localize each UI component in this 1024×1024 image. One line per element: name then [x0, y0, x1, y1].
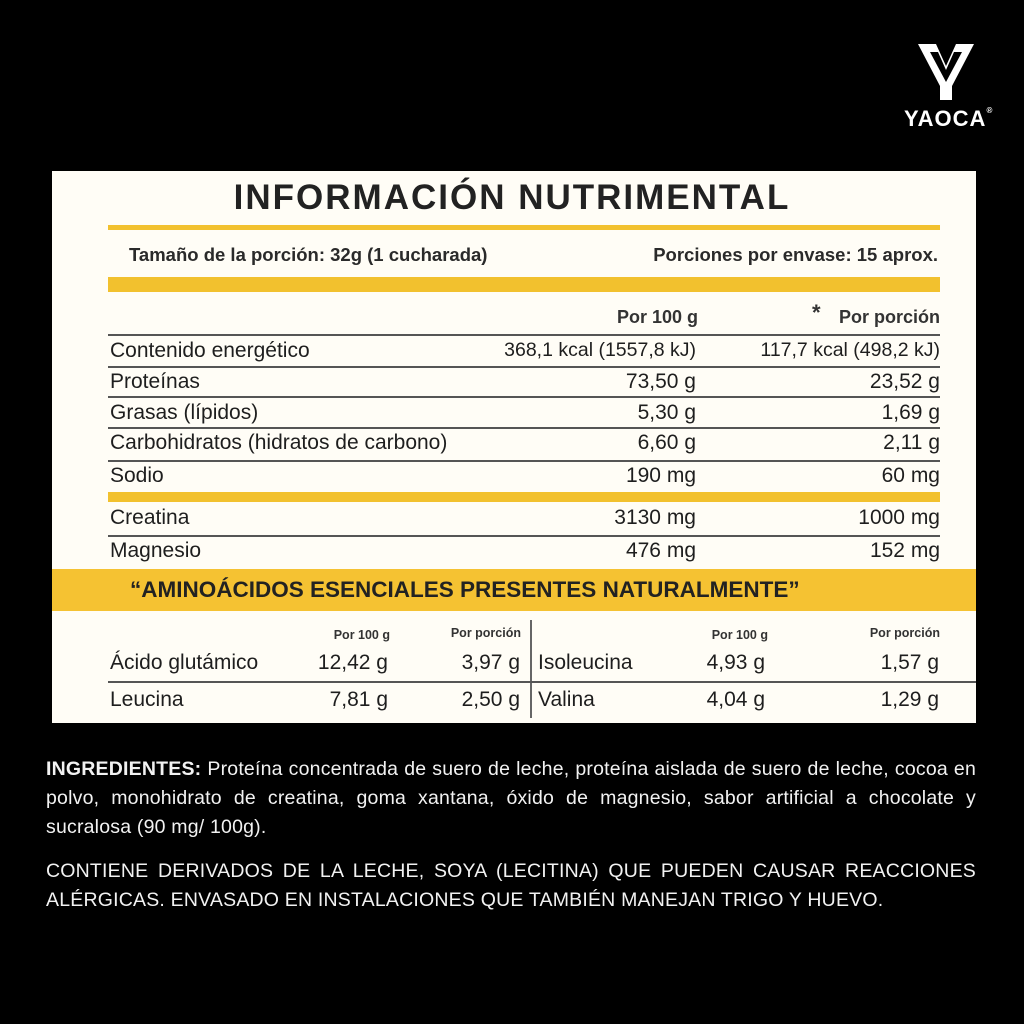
row-divider	[108, 427, 940, 429]
amino-left-1-perserving: 2,50 g	[461, 688, 520, 711]
yaoca-y-logo-icon	[916, 42, 976, 102]
title-underline	[108, 225, 940, 230]
row-creatine-perserving: 1000 mg	[858, 506, 940, 529]
ingredients-paragraph	[46, 755, 976, 842]
amino-left-header-per100: Por 100 g	[333, 628, 390, 642]
row-magnesium-per100: 476 mg	[625, 539, 696, 562]
serving-divider	[108, 277, 940, 292]
row-protein-perserving: 23,52 g	[869, 370, 940, 393]
amino-column-divider	[530, 620, 532, 718]
row-divider	[108, 366, 940, 368]
row-fat-perserving: 1,69 g	[881, 401, 940, 424]
servings-per-container: Porciones por envase: 15 aprox.	[653, 244, 938, 265]
row-creatine-name: Creatina	[110, 506, 190, 529]
amino-row-divider	[108, 681, 976, 683]
amino-left-0-per100: 12,42 g	[317, 651, 388, 674]
row-protein-per100: 73,50 g	[625, 370, 696, 393]
amino-right-header-perserving: Por porción	[869, 626, 940, 640]
table-title: INFORMACIÓN NUTRIMENTAL	[233, 178, 791, 217]
row-divider	[108, 334, 940, 336]
row-carbs-name: Carbohidratos (hidratos de carbono)	[110, 431, 448, 454]
amino-right-1-name: Valina	[538, 688, 595, 711]
col-header-per100: Por 100 g	[616, 307, 698, 327]
ingredients-text: Proteína concentrada de suero de leche, proteína aislada de suero de leche, cocoa en polvo, monohidrato de creatina, goma xantana, óxido de magnesio, sabor artificial a chocolate y sucralosa (90 mg/ 100g).	[46, 758, 976, 838]
amino-left-1-name: Leucina	[110, 688, 184, 711]
amino-left-1-per100: 7,81 g	[329, 688, 388, 711]
row-divider	[108, 396, 940, 398]
amino-right-header-per100: Por 100 g	[711, 628, 768, 642]
row-divider	[108, 535, 940, 537]
row-sodium-name: Sodio	[110, 464, 164, 487]
col-header-asterisk: *	[812, 300, 821, 325]
row-protein-name: Proteínas	[110, 370, 200, 393]
row-creatine-per100: 3130 mg	[614, 506, 696, 529]
ingredients-label: INGREDIENTES:	[46, 758, 202, 780]
row-energy-name: Contenido energético	[110, 339, 310, 362]
row-energy-perserving: 117,7 kcal (498,2 kJ)	[760, 339, 940, 361]
amino-title: “AMINOÁCIDOS ESENCIALES PRESENTES NATURALMENTE”	[130, 577, 800, 602]
row-sodium-perserving: 60 mg	[881, 464, 940, 487]
sodium-divider	[108, 492, 940, 502]
row-carbs-perserving: 2,11 g	[883, 431, 940, 454]
amino-right-1-per100: 4,04 g	[706, 688, 765, 711]
row-magnesium-name: Magnesio	[110, 539, 202, 562]
row-energy-per100: 368,1 kcal (1557,8 kJ)	[504, 339, 696, 361]
brand-logo	[904, 42, 994, 134]
allergen-warning: CONTIENE DERIVADOS DE LA LECHE, SOYA (LECITINA) QUE PUEDEN CAUSAR REACCIONES ALÉRGICAS. ENVASADO EN INSTALACIONES QUE TAMBIÉN MANEJAN TRIGO Y HUEVO.	[46, 860, 976, 911]
row-sodium-per100: 190 mg	[625, 464, 696, 487]
row-magnesium-perserving: 152 mg	[869, 539, 940, 562]
amino-left-0-perserving: 3,97 g	[461, 651, 520, 674]
amino-right-1-perserving: 1,29 g	[880, 688, 939, 711]
amino-left-header-perserving: Por porción	[450, 626, 521, 640]
col-header-perserving: Por porción	[838, 307, 940, 327]
amino-right-0-perserving: 1,57 g	[880, 651, 939, 674]
serving-size: Tamaño de la porción: 32g (1 cucharada)	[129, 244, 488, 265]
brand-name: YAOCA®	[904, 106, 994, 131]
amino-left-0-name: Ácido glutámico	[110, 651, 259, 674]
row-carbs-per100: 6,60 g	[637, 431, 696, 454]
amino-right-0-name: Isoleucina	[538, 651, 633, 674]
row-fat-name: Grasas (lípidos)	[110, 401, 259, 424]
amino-right-0-per100: 4,93 g	[706, 651, 765, 674]
row-fat-per100: 5,30 g	[637, 401, 696, 424]
row-divider	[108, 460, 940, 462]
